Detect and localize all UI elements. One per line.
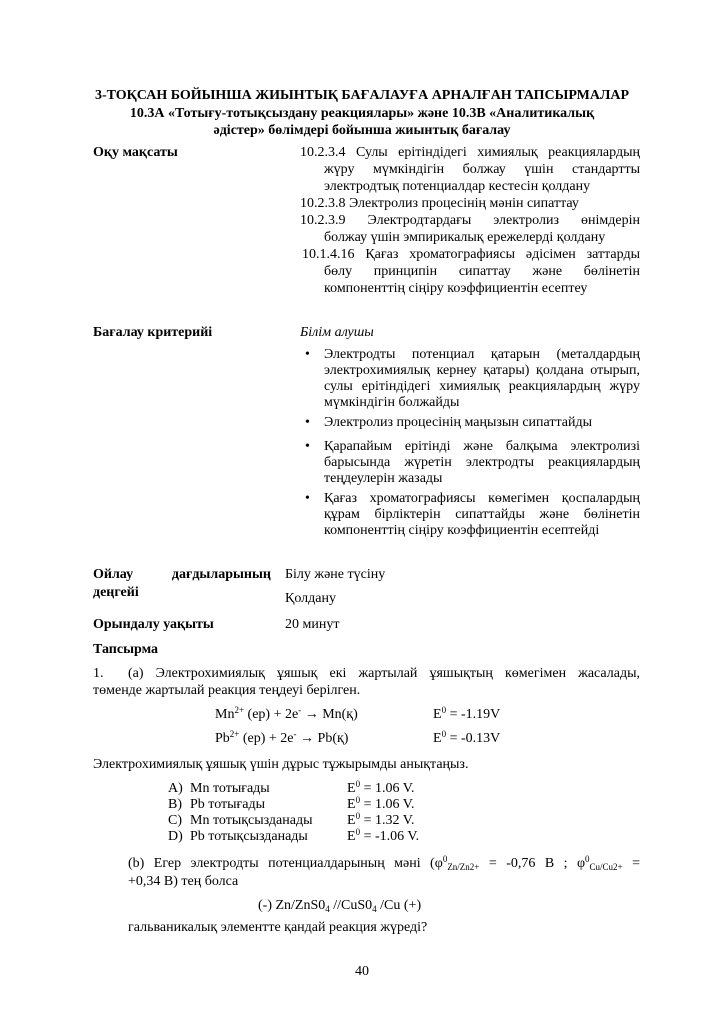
cell-text-a: (-) Zn/ZnS0 [258, 898, 326, 913]
potential-value: = 1.06 V. [360, 797, 415, 812]
objective-4-line-3: компоненттің сіңіру коэффициентін есептеу [324, 281, 588, 296]
objectives-label: Оқу мақсаты [93, 145, 178, 160]
option-c[interactable] [168, 813, 313, 829]
potential-symbol: E [433, 731, 442, 746]
option-d-potential [347, 829, 419, 845]
criteria-list [300, 347, 640, 543]
eq-ion: Pb [215, 731, 230, 746]
half-reaction-pb [215, 731, 348, 747]
potential-superscript: 0 [355, 827, 361, 837]
criteria-item [300, 347, 640, 411]
criteria-item [300, 415, 640, 431]
potential-value: = -1.06 V. [360, 829, 420, 844]
option-letter: B) [168, 797, 182, 812]
task-heading: Тапсырма [93, 642, 159, 657]
eq-electron-sign: - [298, 705, 302, 715]
q1b-text-b: = -0,76 В ; φ [479, 856, 586, 871]
question-1b-question: гальваникалық элементте қандай реакция жүреді? [128, 920, 428, 935]
q1b-sup-1: 0 [442, 854, 448, 864]
potential-symbol: E [347, 781, 356, 796]
criteria-item-text: Қарапайым ерітінді және балқыма электролизі барысында жүретін электродты реакциялардың теңдеулерін жазады [324, 439, 640, 486]
option-letter: D) [168, 829, 183, 844]
potential-symbol: E [347, 797, 356, 812]
half-reaction-mn [215, 707, 358, 723]
objective-4-line-2: бөлу принципін сипаттау және бөлінетін [324, 264, 640, 279]
q1b-sup-2: 0 [585, 854, 590, 864]
potential-superscript: 0 [441, 705, 447, 715]
potential-superscript: 0 [441, 729, 447, 739]
potential-value: = -1.19V [446, 707, 501, 722]
eq-product: → Mn(қ) [301, 707, 358, 722]
bullet-icon: • [305, 439, 310, 454]
question-1b-line-1 [128, 856, 640, 872]
objective-4-line-1: 10.1.4.16 Қағаз хроматографиясы әдісімен заттарды [302, 247, 640, 262]
bullet-icon: • [305, 415, 310, 430]
page-title: 3-ТОҚСАН БОЙЫНША ЖИЫНТЫҚ БАҒАЛАУҒА АРНАЛҒАН ТАПСЫРМАЛАР [94, 88, 630, 103]
q1b-text-c: = [622, 856, 640, 871]
cell-text-c: /Cu (+) [376, 898, 422, 913]
option-text: Mn тотығады [190, 781, 270, 796]
option-letter: C) [168, 813, 182, 828]
page-number: 40 [355, 964, 369, 979]
q1b-sub-2: Cu/Cu2+ [589, 862, 623, 872]
time-value: 20 минут [285, 617, 340, 632]
potential-symbol: E [347, 813, 356, 828]
bullet-icon: • [305, 491, 310, 506]
potential-superscript: 0 [355, 779, 361, 789]
question-1a-prompt: Электрохимиялық ұяшық үшін дұрыс тұжырымды анықтаңыз. [93, 757, 469, 772]
eq-text: (ер) + 2е [239, 731, 294, 746]
option-text: Pb тотықсызданады [190, 829, 308, 844]
time-label: Орындалу уақыты [93, 617, 214, 632]
thinking-label-part-a: Ойлау [93, 567, 134, 582]
objective-3-line-1: 10.2.3.9 Электродтардағы электролиз өнімдерін [300, 213, 640, 228]
cell-text-b: //CuS0 [329, 898, 373, 913]
criteria-subheading: Білім алушы [300, 325, 374, 340]
criteria-label: Бағалау критерийі [93, 325, 213, 340]
criteria-item-text: Қағаз хроматографиясы көмегімен қоспалардың құрам бірліктерін сипаттайды және бөлінетін компоненттің сіңіру коэффициентін есептейді [324, 491, 640, 538]
objective-1-line-2: жүру мүмкіндігін болжау үшін стандартты [324, 162, 640, 177]
thinking-level-2: Қолдану [285, 591, 336, 606]
galvanic-cell-notation [258, 898, 421, 914]
criteria-item [300, 491, 640, 539]
eq-electron-sign: - [293, 729, 297, 739]
subtitle-line-2: әдістер» бөлімдері бойынша жиынтық бағалау [213, 123, 511, 138]
criteria-item-text: Электродты потенциал қатарын (металдардың электрохимиялық кернеу қатары) қолдана отырып, сулы ерітіндідегі химиялық реакциялардың жүру мүмкіндігін болжайды [324, 347, 640, 410]
option-d[interactable] [168, 829, 308, 845]
eq-ion: Mn [215, 707, 235, 722]
potential-symbol: E [347, 829, 356, 844]
potential-value: = 1.32 V. [360, 813, 415, 828]
potential-superscript: 0 [355, 795, 361, 805]
potential-value: = 1.06 V. [360, 781, 415, 796]
objective-3-line-2: болжау үшін эмпирикалық ережелерді қолдану [324, 230, 606, 245]
potential-pb [433, 731, 500, 747]
subtitle-line-1: 10.3А «Тотығу-тотықсыздану реакциялары» және 10.3В «Аналитикалық [129, 106, 595, 121]
question-1a-line-2: төменде жартылай реакция теңдеуі берілген. [93, 683, 361, 698]
question-1-number: 1. [93, 666, 104, 681]
thinking-label-part-c: деңгейі [93, 585, 139, 600]
eq-charge: 2+ [234, 705, 245, 715]
eq-charge: 2+ [229, 729, 240, 739]
eq-product: → Pb(қ) [296, 731, 349, 746]
thinking-label-part-b: дағдыларының [171, 567, 271, 582]
thinking-label [93, 567, 271, 583]
question-1a-line-1: (a) Электрохимиялық ұяшық екі жартылай ұяшықтың көмегімен жасалады, [128, 666, 640, 681]
potential-mn [433, 707, 500, 723]
objective-1-line-1: 10.2.3.4 Сулы ерітіндідегі химиялық реакциялардың [300, 145, 640, 160]
cell-sub-1: 4 [325, 904, 330, 914]
objective-2: 10.2.3.8 Электролиз процесінің мәнін сипаттау [300, 196, 579, 211]
criteria-item [300, 439, 640, 487]
potential-symbol: E [433, 707, 442, 722]
potential-superscript: 0 [355, 811, 361, 821]
option-a[interactable] [168, 781, 270, 797]
q1b-text-a: (b) Егер электродты потенциалдарының мәні (φ [128, 856, 443, 871]
criteria-item-text: Электролиз процесінің маңызын сипаттайды [324, 415, 593, 430]
option-b[interactable] [168, 797, 265, 813]
eq-text: (ер) + 2е [244, 707, 299, 722]
objective-1-line-3: электродтық потенциалдар кестесін қолдану [324, 179, 591, 194]
option-text: Pb тотығады [190, 797, 266, 812]
option-text: Mn тотықсызданады [190, 813, 313, 828]
q1b-sub-1: Zn/Zn2+ [447, 862, 480, 872]
thinking-level-1: Білу және түсіну [285, 567, 386, 582]
potential-value: = -0.13V [446, 731, 501, 746]
option-letter: A) [168, 781, 183, 796]
question-1b-line-2: +0,34 В) тең болса [128, 874, 239, 889]
bullet-icon: • [305, 347, 310, 362]
cell-sub-2: 4 [372, 904, 377, 914]
